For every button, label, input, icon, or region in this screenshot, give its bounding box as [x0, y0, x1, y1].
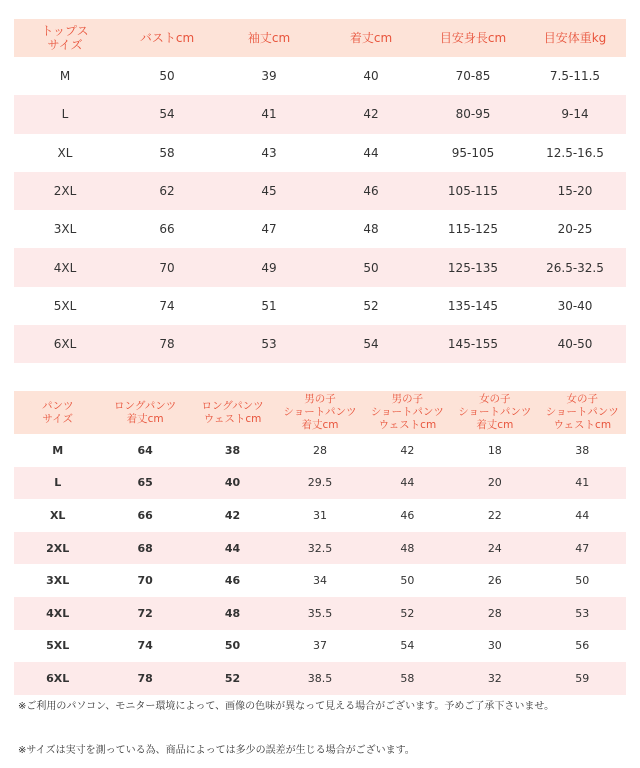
tops-table-cell: 50	[159, 69, 175, 84]
pants-table-cell: 50	[400, 574, 415, 588]
pants-table-cell: 6XL	[14, 662, 101, 695]
tops-table-cell: 6XL	[14, 325, 116, 363]
tops-table-cell: 80-95	[422, 95, 524, 133]
pants-header-cell: 男の子 ショートパンツ ウェストcm	[364, 391, 451, 434]
pants-table-cell: 42	[400, 443, 415, 457]
pants-table-cell: 44	[189, 532, 276, 565]
tops-table-row	[14, 210, 626, 248]
pants-table-cell: 50	[224, 639, 241, 653]
pants-table-cell: 54	[400, 639, 415, 653]
pants-header-cell: ロングパンツ ウェストcm	[189, 391, 276, 434]
pants-table-cell: L	[14, 467, 101, 500]
pants-table-cell: 5XL	[46, 639, 70, 653]
pants-table-row	[14, 434, 626, 467]
pants-table-cell: 52	[189, 662, 276, 695]
tops-table-cell: 4XL	[14, 248, 116, 286]
tops-table-cell: 115-125	[447, 222, 499, 237]
tops-table-cell: 15-20	[524, 172, 626, 210]
tops-table-cell: 66	[159, 222, 175, 237]
pants-table-cell: 46	[224, 574, 241, 588]
pants-table-cell: 2XL	[14, 532, 101, 565]
pants-table-cell: 22	[487, 508, 502, 522]
tops-header-cell: バストcm	[116, 19, 218, 57]
pants-table-cell: 26	[487, 574, 502, 588]
tops-table-cell: 7.5-11.5	[549, 69, 601, 84]
pants-table-row	[14, 597, 626, 630]
pants-header-row	[14, 391, 626, 434]
pants-table-cell: 66	[137, 508, 153, 522]
tops-table-cell: 49	[218, 248, 320, 286]
pants-table-cell: 72	[101, 597, 188, 630]
pants-table-cell: 65	[101, 467, 188, 500]
pants-table-cell: 31	[312, 508, 327, 522]
tops-table-row	[14, 172, 626, 210]
color-note: ※ご利用のパソコン、モニター環境によって、画像の色味が異なって見える場合がございます。予めご了承下さいませ。	[18, 701, 555, 712]
pants-table-cell: 47	[539, 532, 626, 565]
tops-table-cell: 46	[320, 172, 422, 210]
pants-header-cell: ロングパンツ 着丈cm	[101, 391, 188, 434]
tops-table-cell: 45	[218, 172, 320, 210]
tops-header-cell: 目安身長cm	[422, 19, 524, 57]
tops-size-table	[14, 19, 626, 363]
pants-table-row	[14, 662, 626, 695]
pants-table-cell: 42	[224, 508, 241, 522]
pants-table-cell: 3XL	[46, 574, 70, 588]
pants-table-cell: 34	[312, 574, 327, 588]
pants-header-cell: 男の子 ショートパンツ 着丈cm	[276, 391, 363, 434]
tops-header-cell: 袖丈cm	[218, 19, 320, 57]
pants-table-cell: 32.5	[276, 532, 363, 565]
pants-table-cell: 18	[487, 443, 502, 457]
tops-table-cell: 43	[261, 145, 277, 160]
pants-table-cell: 38	[224, 443, 241, 457]
pants-table-cell: 32	[451, 662, 538, 695]
pants-table-cell: 70	[137, 574, 153, 588]
tops-table-cell: 2XL	[14, 172, 116, 210]
pants-table-cell: 53	[539, 597, 626, 630]
pants-table-cell: 64	[137, 443, 153, 457]
tops-table-cell: 51	[261, 298, 277, 313]
tops-table-cell: 9-14	[524, 95, 626, 133]
tops-table-cell: 74	[159, 298, 175, 313]
tops-table-cell: 54	[116, 95, 218, 133]
tops-table-cell: L	[14, 95, 116, 133]
tops-table-cell: 42	[320, 95, 422, 133]
pants-size-table	[14, 391, 626, 695]
tops-table-cell: 20-25	[557, 222, 593, 237]
pants-table-cell: 28	[451, 597, 538, 630]
tops-table-cell: 78	[116, 325, 218, 363]
pants-table-cell: 20	[451, 467, 538, 500]
tops-table-cell: 105-115	[422, 172, 524, 210]
pants-table-cell: M	[52, 443, 64, 457]
tops-header-row	[14, 19, 626, 57]
tops-table-cell: 47	[261, 222, 277, 237]
pants-table-row	[14, 499, 626, 532]
tops-table-cell: 95-105	[451, 145, 495, 160]
pants-table-cell: 52	[364, 597, 451, 630]
tops-table-cell: 62	[116, 172, 218, 210]
pants-table-cell: 35.5	[276, 597, 363, 630]
pants-table-cell: 38	[575, 443, 590, 457]
pants-table-row	[14, 564, 626, 597]
pants-table-cell: 50	[575, 574, 590, 588]
pants-table-cell: 59	[539, 662, 626, 695]
pants-table-cell: 40	[189, 467, 276, 500]
tops-header-cell: 目安体重kg	[524, 19, 626, 57]
tops-table-cell: 44	[363, 145, 379, 160]
tops-table-cell: 40	[363, 69, 379, 84]
pants-table-cell: 48	[189, 597, 276, 630]
pants-table-cell: 29.5	[276, 467, 363, 500]
tops-table-cell: 40-50	[524, 325, 626, 363]
tops-header-cell: 着丈cm	[320, 19, 422, 57]
tops-table-cell: 12.5-16.5	[546, 145, 604, 160]
tops-table-cell: 26.5-32.5	[524, 248, 626, 286]
tops-table-cell: 70	[116, 248, 218, 286]
tops-table-cell: 52	[363, 298, 379, 313]
tops-table-cell: M	[59, 69, 71, 84]
pants-table-cell: 74	[137, 639, 153, 653]
pants-table-row	[14, 630, 626, 663]
pants-table-cell: 24	[451, 532, 538, 565]
tops-table-cell: 53	[218, 325, 320, 363]
tops-table-cell: 30-40	[557, 298, 593, 313]
pants-table-row	[14, 467, 626, 500]
tops-table-cell: 48	[363, 222, 379, 237]
tops-table-row	[14, 287, 626, 325]
pants-header-cell: 女の子 ショートパンツ 着丈cm	[451, 391, 538, 434]
pants-table-cell: 4XL	[14, 597, 101, 630]
tops-table-cell: XL	[57, 145, 73, 160]
tops-table-cell: 50	[320, 248, 422, 286]
tops-table-cell: 135-145	[447, 298, 499, 313]
tops-table-cell: 70-85	[455, 69, 491, 84]
pants-table-cell: 56	[575, 639, 590, 653]
tops-table-cell: 5XL	[53, 298, 77, 313]
tops-table-cell: 125-135	[422, 248, 524, 286]
pants-table-cell: 41	[539, 467, 626, 500]
tops-table-row	[14, 57, 626, 95]
pants-table-cell: 44	[575, 508, 590, 522]
pants-table-cell: 58	[364, 662, 451, 695]
tops-table-cell: 54	[320, 325, 422, 363]
pants-table-cell: XL	[49, 508, 66, 522]
pants-table-cell: 48	[364, 532, 451, 565]
tops-table-row	[14, 134, 626, 172]
pants-table-cell: 46	[400, 508, 415, 522]
pants-table-cell: 28	[312, 443, 327, 457]
tops-table-cell: 58	[159, 145, 175, 160]
tops-table-cell: 39	[261, 69, 277, 84]
tops-header-cell: トップス サイズ	[14, 19, 116, 57]
tops-table-cell: 3XL	[53, 222, 77, 237]
tops-table-row	[14, 248, 626, 286]
pants-table-cell: 38.5	[276, 662, 363, 695]
pants-table-cell: 30	[487, 639, 502, 653]
pants-table-cell: 44	[364, 467, 451, 500]
pants-header-cell: 女の子 ショートパンツ ウェストcm	[539, 391, 626, 434]
pants-table-row	[14, 532, 626, 565]
tops-table-row	[14, 95, 626, 133]
tops-table-cell: 41	[218, 95, 320, 133]
pants-table-cell: 37	[312, 639, 327, 653]
size-note: ※サイズは実寸を測っている為、商品によっては多少の誤差が生じる場合がございます。	[18, 745, 415, 756]
tops-table-cell: 145-155	[422, 325, 524, 363]
pants-table-cell: 78	[101, 662, 188, 695]
pants-header-cell: パンツ サイズ	[14, 391, 101, 434]
pants-table-cell: 68	[101, 532, 188, 565]
tops-table-row	[14, 325, 626, 363]
